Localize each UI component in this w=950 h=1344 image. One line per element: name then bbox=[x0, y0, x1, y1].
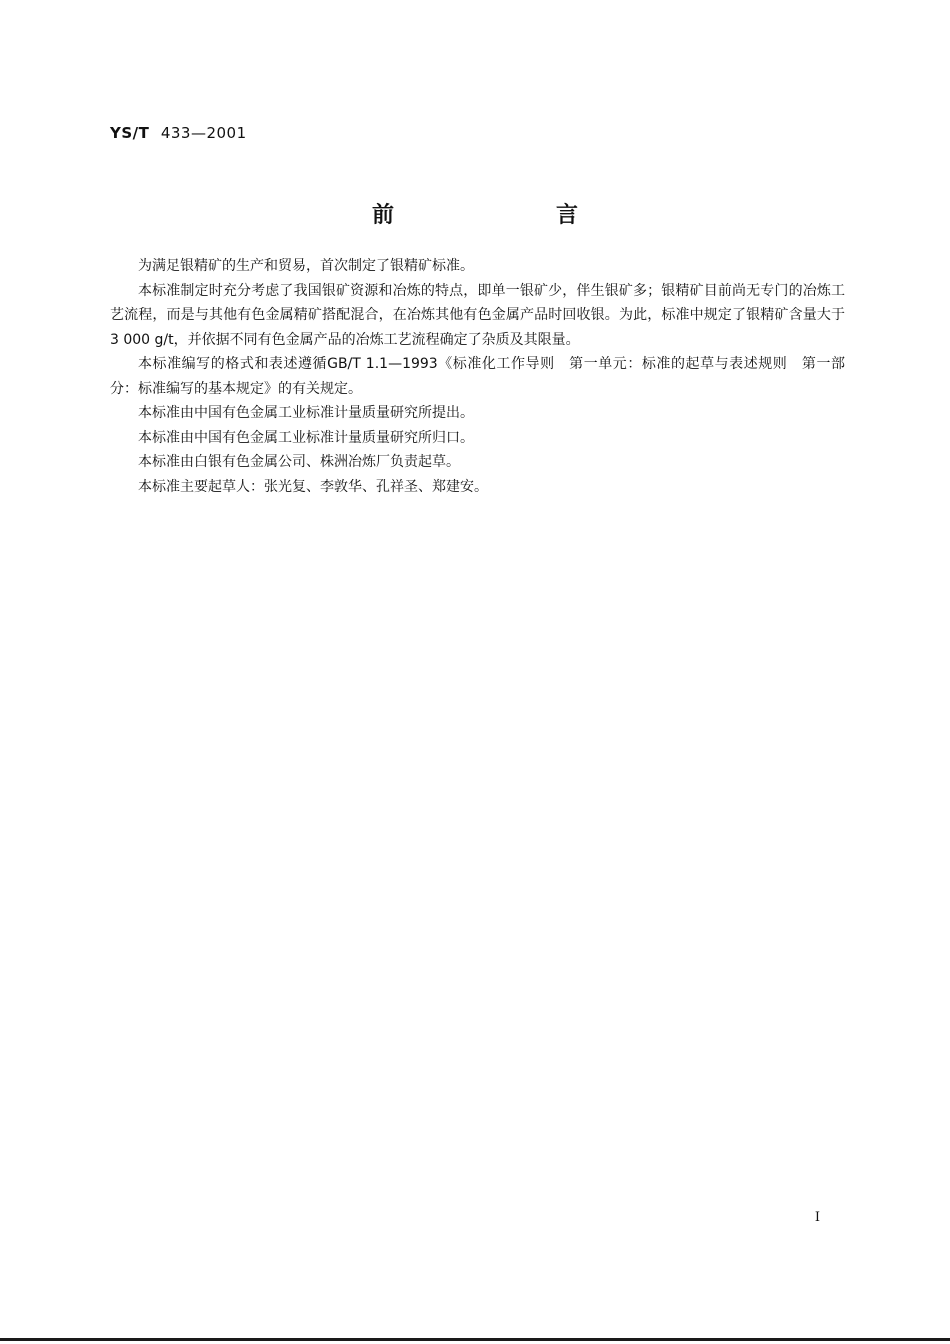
standard-code bbox=[110, 124, 247, 142]
bottom-divider bbox=[0, 1338, 950, 1341]
standard-number: 433—2001 bbox=[160, 124, 247, 142]
page-title: 前 言 bbox=[371, 202, 648, 228]
paragraph-format: 本标准编写的格式和表述遵循GB/T 1.1—1993《标准化工作导则 第一单元：标准的起草与表述规则 第一部分：标准编写的基本规定》的有关规定。 bbox=[110, 356, 845, 397]
paragraph-drafters: 本标准主要起草人：张光复、李敦华、孔祥圣、郑建安。 bbox=[138, 478, 488, 495]
foreword-body bbox=[110, 254, 845, 499]
paragraph-rationale: 本标准制定时充分考虑了我国银矿资源和冶炼的特点，即单一银矿少，伴生银矿多；银精矿目前尚无专门的冶炼工艺流程，而是与其他有色金属精矿搭配混合，在冶炼其他有色金属产品时回收银。为此，标准中规定了银精矿含量大于3 000 g/t，并依据不同有色金属产品的冶炼工艺流程确定了杂质及其限量。 bbox=[110, 282, 845, 348]
paragraph-purpose: 为满足银精矿的生产和贸易，首次制定了银精矿标准。 bbox=[138, 258, 474, 274]
paragraph-drafted-by: 本标准由白银有色金属公司、株洲冶炼厂负责起草。 bbox=[138, 454, 460, 470]
paragraph-administered-by: 本标准由中国有色金属工业标准计量质量研究所归口。 bbox=[138, 429, 474, 446]
paragraph-proposed-by: 本标准由中国有色金属工业标准计量质量研究所提出。 bbox=[138, 405, 474, 421]
standard-prefix: YS/T bbox=[110, 124, 150, 142]
page-number: I bbox=[814, 1210, 820, 1225]
